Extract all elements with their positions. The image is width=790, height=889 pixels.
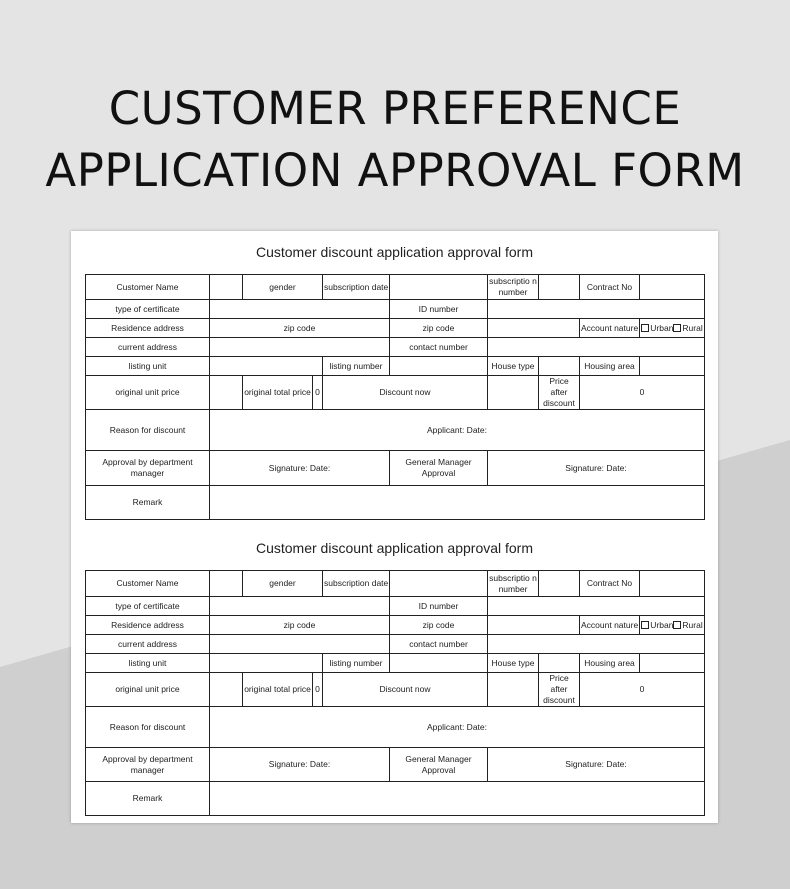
table-row (86, 654, 705, 673)
customer-name-label: Customer Name (86, 571, 210, 597)
type-of-certificate-label: type of certificate (86, 300, 210, 319)
table-row (86, 597, 705, 616)
id-number-field[interactable] (488, 597, 705, 616)
rural-checkbox[interactable] (673, 324, 681, 332)
current-address-field[interactable] (210, 635, 390, 654)
price-after-discount-value: 0 (580, 673, 705, 707)
table-row (86, 275, 705, 300)
original-unit-price-field[interactable] (210, 673, 243, 707)
house-type-field[interactable] (539, 357, 580, 376)
table-row (86, 376, 705, 410)
form-block-2 (71, 538, 718, 558)
customer-name-label: Customer Name (86, 275, 210, 300)
listing-number-label: listing number (323, 654, 390, 673)
current-address-field[interactable] (210, 338, 390, 357)
house-type-label: House type (488, 654, 539, 673)
contact-number-label: contact number (390, 338, 488, 357)
housing-area-field[interactable] (640, 357, 705, 376)
listing-unit-label: listing unit (86, 357, 210, 376)
price-after-discount-label: Price after discount (539, 673, 580, 707)
contact-number-field[interactable] (488, 338, 705, 357)
subscription-date-label: subscription date (323, 571, 390, 597)
applicant-date-field[interactable]: Applicant: Date: (210, 410, 705, 451)
customer-name-field[interactable] (210, 571, 243, 597)
listing-unit-field[interactable] (210, 654, 323, 673)
subscription-date-field[interactable] (390, 275, 488, 300)
form-table-2 (85, 570, 705, 816)
original-total-price-value: 0 (313, 673, 323, 707)
rural-label: Rural (682, 619, 703, 630)
residence-address-label: Residence address (86, 319, 210, 338)
discount-now-field[interactable] (488, 376, 539, 410)
table-row (86, 410, 705, 451)
subscription-number-label: subscriptio n number (488, 275, 539, 300)
id-number-field[interactable] (488, 300, 705, 319)
contract-no-label: Contract No (580, 571, 640, 597)
residence-zip-code-label: zip code (210, 319, 390, 338)
listing-unit-label: listing unit (86, 654, 210, 673)
gender-label: gender (243, 571, 323, 597)
account-nature-label: Account nature (580, 616, 640, 635)
form-sheet (71, 231, 718, 823)
page-title-line2: APPLICATION APPROVAL FORM (45, 144, 745, 197)
subscription-number-field[interactable] (539, 275, 580, 300)
remark-field[interactable] (210, 782, 705, 816)
table-row (86, 673, 705, 707)
subscription-number-field[interactable] (539, 571, 580, 597)
rural-label: Rural (682, 322, 703, 333)
zip-code-label: zip code (390, 616, 488, 635)
zip-code-field[interactable] (488, 319, 580, 338)
table-row (86, 300, 705, 319)
type-of-certificate-field[interactable] (210, 300, 390, 319)
contract-no-label: Contract No (580, 275, 640, 300)
applicant-date-field[interactable]: Applicant: Date: (210, 707, 705, 748)
reason-for-discount-label: Reason for discount (86, 707, 210, 748)
table-row (86, 451, 705, 486)
table-row (86, 357, 705, 376)
original-total-price-label: original total price (243, 376, 313, 410)
department-manager-approval-label: Approval by department manager (86, 451, 210, 486)
contact-number-label: contact number (390, 635, 488, 654)
current-address-label: current address (86, 338, 210, 357)
form-table-1 (85, 274, 705, 520)
account-nature-options (640, 319, 705, 338)
original-unit-price-label: original unit price (86, 673, 210, 707)
listing-number-field[interactable] (390, 654, 488, 673)
customer-name-field[interactable] (210, 275, 243, 300)
original-total-price-label: original total price (243, 673, 313, 707)
zip-code-field[interactable] (488, 616, 580, 635)
residence-zip-code-label: zip code (210, 616, 390, 635)
reason-for-discount-label: Reason for discount (86, 410, 210, 451)
urban-checkbox[interactable] (641, 324, 649, 332)
housing-area-label: Housing area (580, 654, 640, 673)
original-unit-price-field[interactable] (210, 376, 243, 410)
table-row (86, 635, 705, 654)
account-nature-options (640, 616, 705, 635)
page-title (0, 78, 790, 202)
remark-label: Remark (86, 782, 210, 816)
id-number-label: ID number (390, 300, 488, 319)
listing-number-field[interactable] (390, 357, 488, 376)
listing-unit-field[interactable] (210, 357, 323, 376)
form-title: Customer discount application approval form (255, 540, 534, 556)
housing-area-field[interactable] (640, 654, 705, 673)
type-of-certificate-field[interactable] (210, 597, 390, 616)
house-type-label: House type (488, 357, 539, 376)
price-after-discount-label: Price after discount (539, 376, 580, 410)
subscription-number-label: subscriptio n number (488, 571, 539, 597)
table-row (86, 782, 705, 816)
urban-label: Urban (650, 619, 674, 630)
urban-label: Urban (650, 322, 674, 333)
discount-now-label: Discount now (323, 376, 488, 410)
table-row (86, 486, 705, 520)
urban-checkbox[interactable] (641, 621, 649, 629)
housing-area-label: Housing area (580, 357, 640, 376)
price-after-discount-value: 0 (580, 376, 705, 410)
discount-now-label: Discount now (323, 673, 488, 707)
remark-label: Remark (86, 486, 210, 520)
table-row (86, 338, 705, 357)
house-type-field[interactable] (539, 654, 580, 673)
table-row (86, 571, 705, 597)
contract-no-field[interactable] (640, 275, 705, 300)
discount-now-field[interactable] (488, 673, 539, 707)
type-of-certificate-label: type of certificate (86, 597, 210, 616)
account-nature-label: Account nature (580, 319, 640, 338)
table-row (86, 707, 705, 748)
page-title-line1: CUSTOMER PREFERENCE (108, 82, 682, 135)
contract-no-field[interactable] (640, 571, 705, 597)
table-row (86, 616, 705, 635)
current-address-label: current address (86, 635, 210, 654)
id-number-label: ID number (390, 597, 488, 616)
contact-number-field[interactable] (488, 635, 705, 654)
subscription-date-label: subscription date (323, 275, 390, 300)
form-block-1 (71, 242, 718, 262)
department-signature-field[interactable]: Signature: Date: (210, 451, 390, 486)
original-unit-price-label: original unit price (86, 376, 210, 410)
zip-code-label: zip code (390, 319, 488, 338)
gender-label: gender (243, 275, 323, 300)
department-manager-approval-label: Approval by department manager (86, 748, 210, 782)
general-manager-signature-field[interactable]: Signature: Date: (488, 451, 705, 486)
table-row (86, 319, 705, 338)
general-manager-signature-field[interactable]: Signature: Date: (488, 748, 705, 782)
subscription-date-field[interactable] (390, 571, 488, 597)
remark-field[interactable] (210, 486, 705, 520)
original-total-price-value: 0 (313, 376, 323, 410)
table-row (86, 748, 705, 782)
listing-number-label: listing number (323, 357, 390, 376)
department-signature-field[interactable]: Signature: Date: (210, 748, 390, 782)
general-manager-approval-label: General Manager Approval (390, 748, 488, 782)
residence-address-label: Residence address (86, 616, 210, 635)
general-manager-approval-label: General Manager Approval (390, 451, 488, 486)
form-title: Customer discount application approval form (255, 244, 534, 260)
rural-checkbox[interactable] (673, 621, 681, 629)
